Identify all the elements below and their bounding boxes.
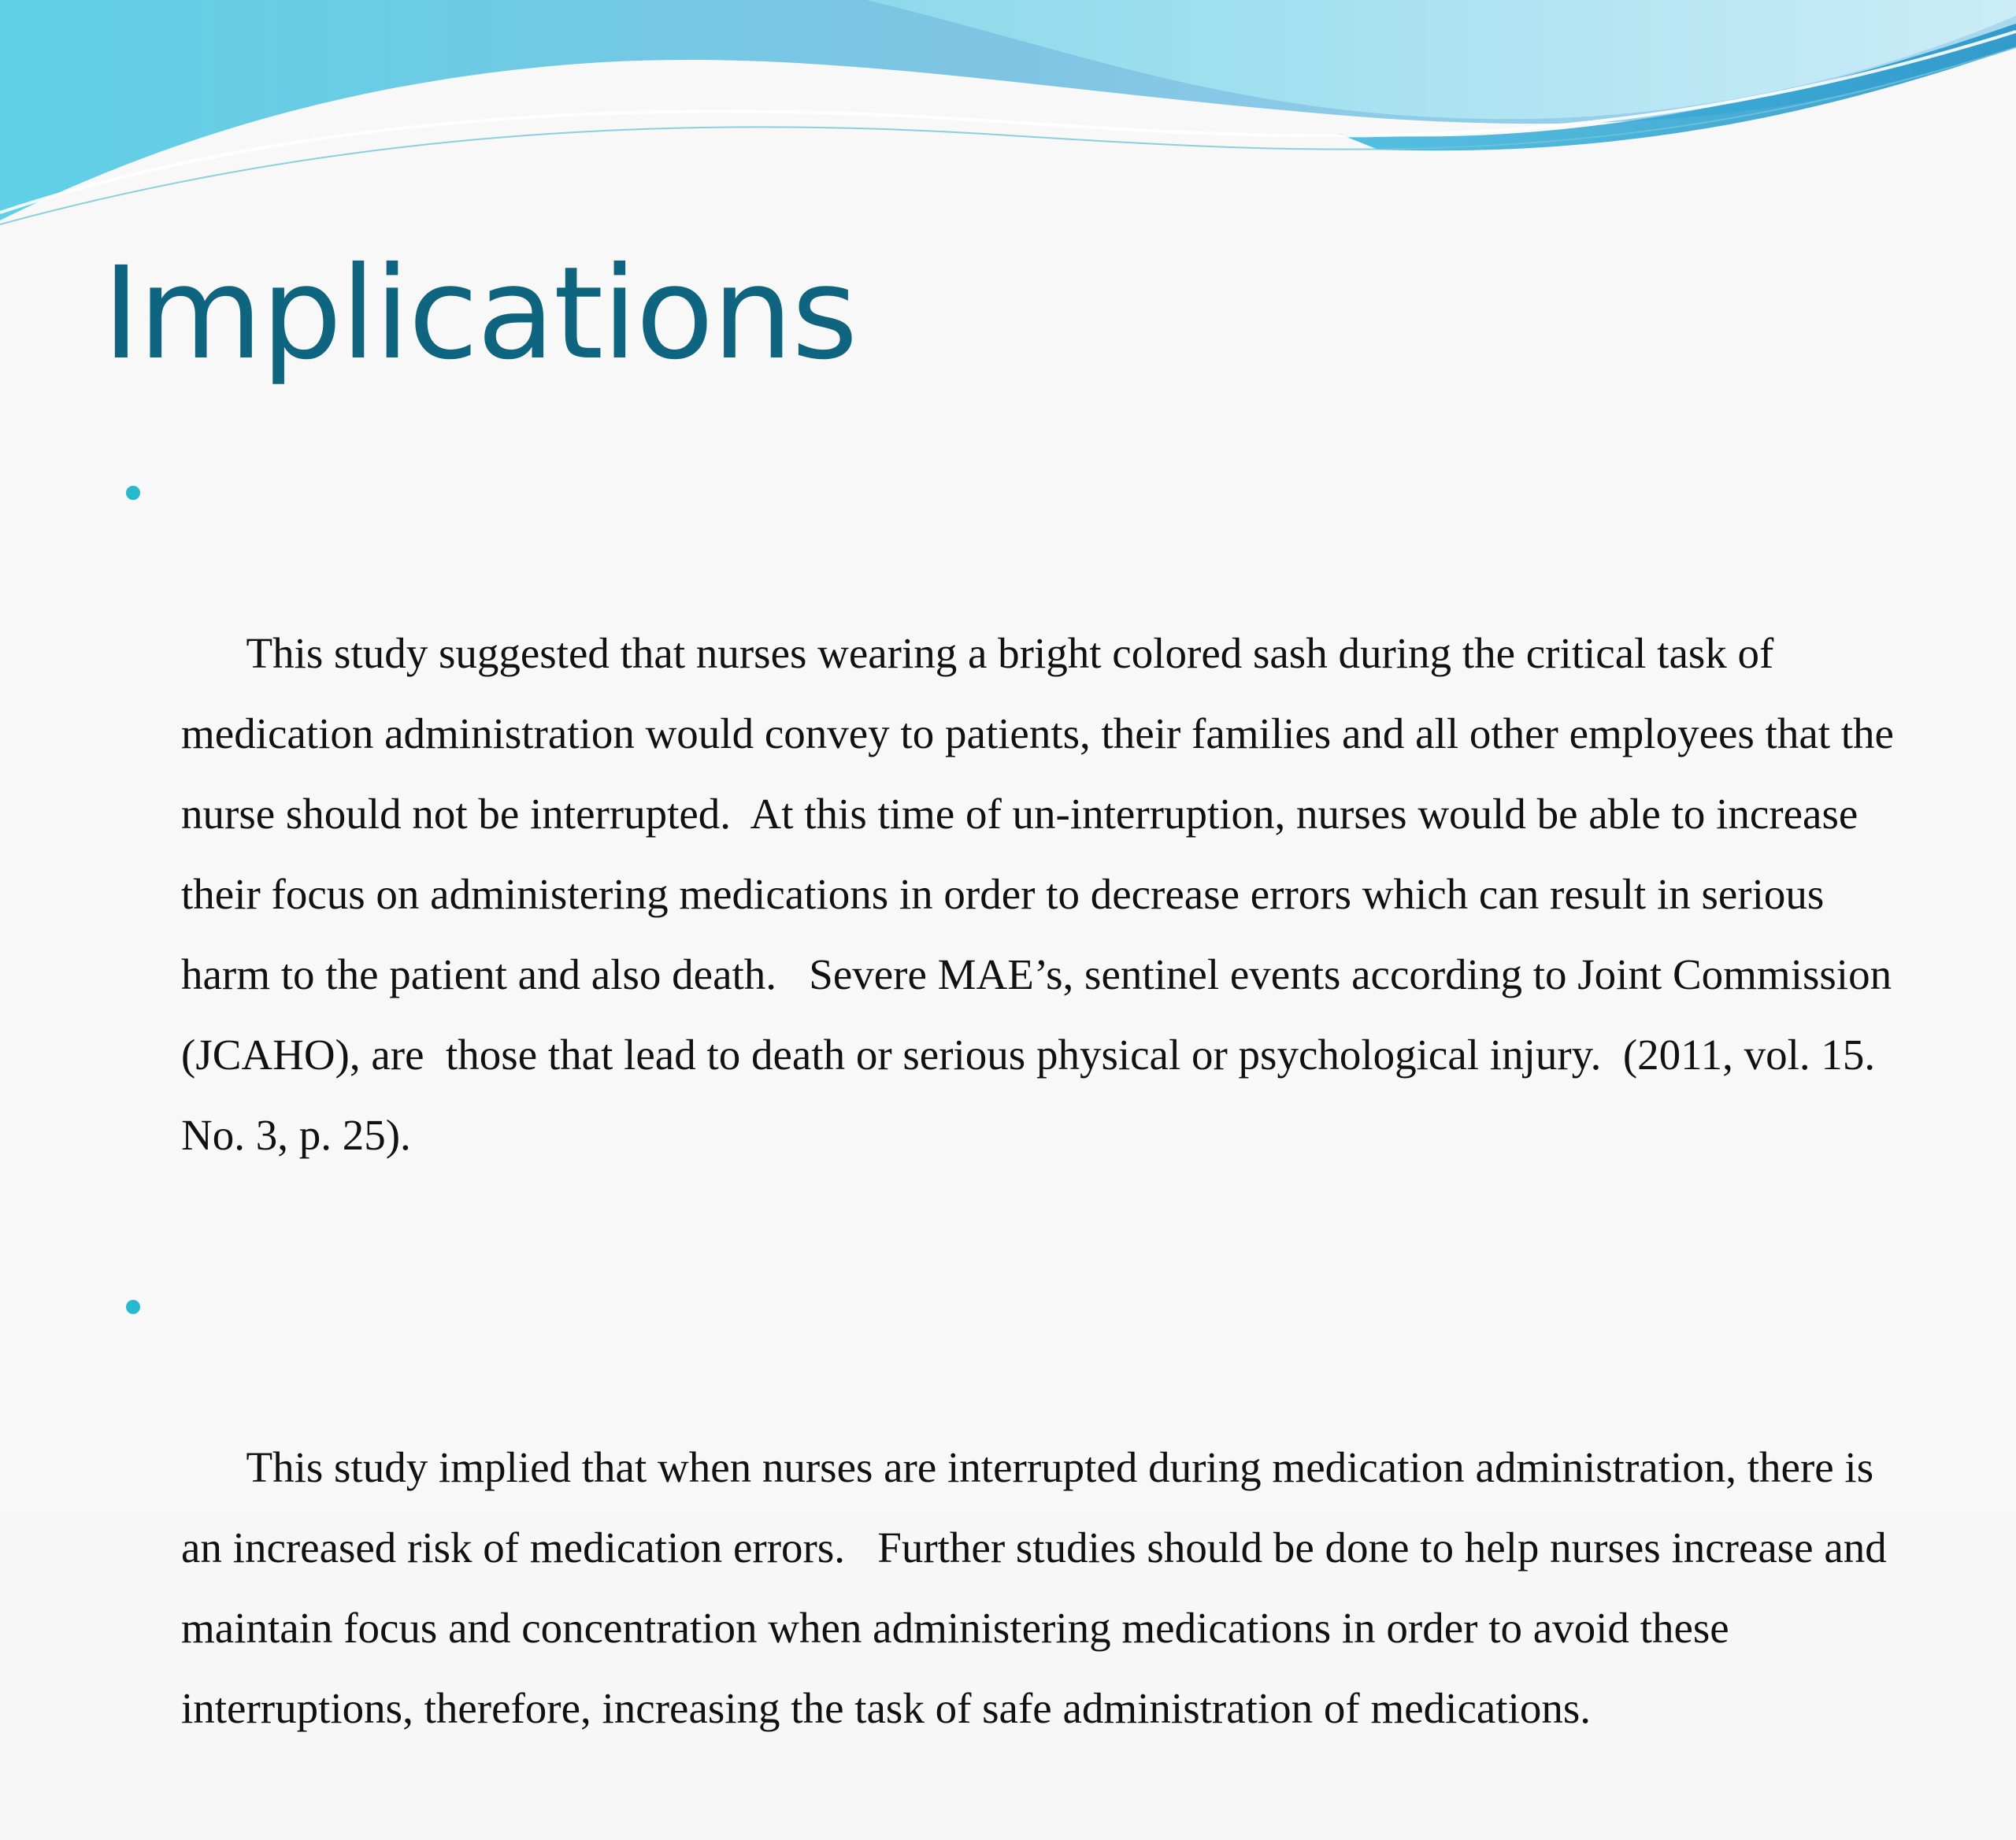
bullet-dot-icon [126,486,140,500]
bullet-item [126,1267,1922,1829]
bullet-dot-icon [126,1300,140,1314]
bullet-list [126,453,1922,1840]
bullet-text: This study suggested that nurses wearing a bright colored sash during the critical task of medication administration would convey to patients, their families and all other employees that the nurse should not be interrupted. At this time of un-interruption, nurses would be able to increase their focus on administering medications in order to decrease errors which can result in serious harm to the patient and also death. Severe MAE’s, sentinel events according to Joint Commission (JCAHO), are those that lead to death or serious physical or psychological injury. (2011, vol. 15. No. 3, p. 25). [181,629,1905,1159]
bullet-text: This study implied that when nurses are interrupted during medication administration, there is an increased risk of medication errors. Further studies should be done to help nurses increase and maintain focus and concentration when administering medications in order to avoid these interruptions, therefore, increasing the task of safe administration of medications. [181,1443,1898,1732]
bullet-item [126,453,1922,1256]
slide-title: Implications [102,240,857,388]
header-wave-decoration [0,0,2016,236]
